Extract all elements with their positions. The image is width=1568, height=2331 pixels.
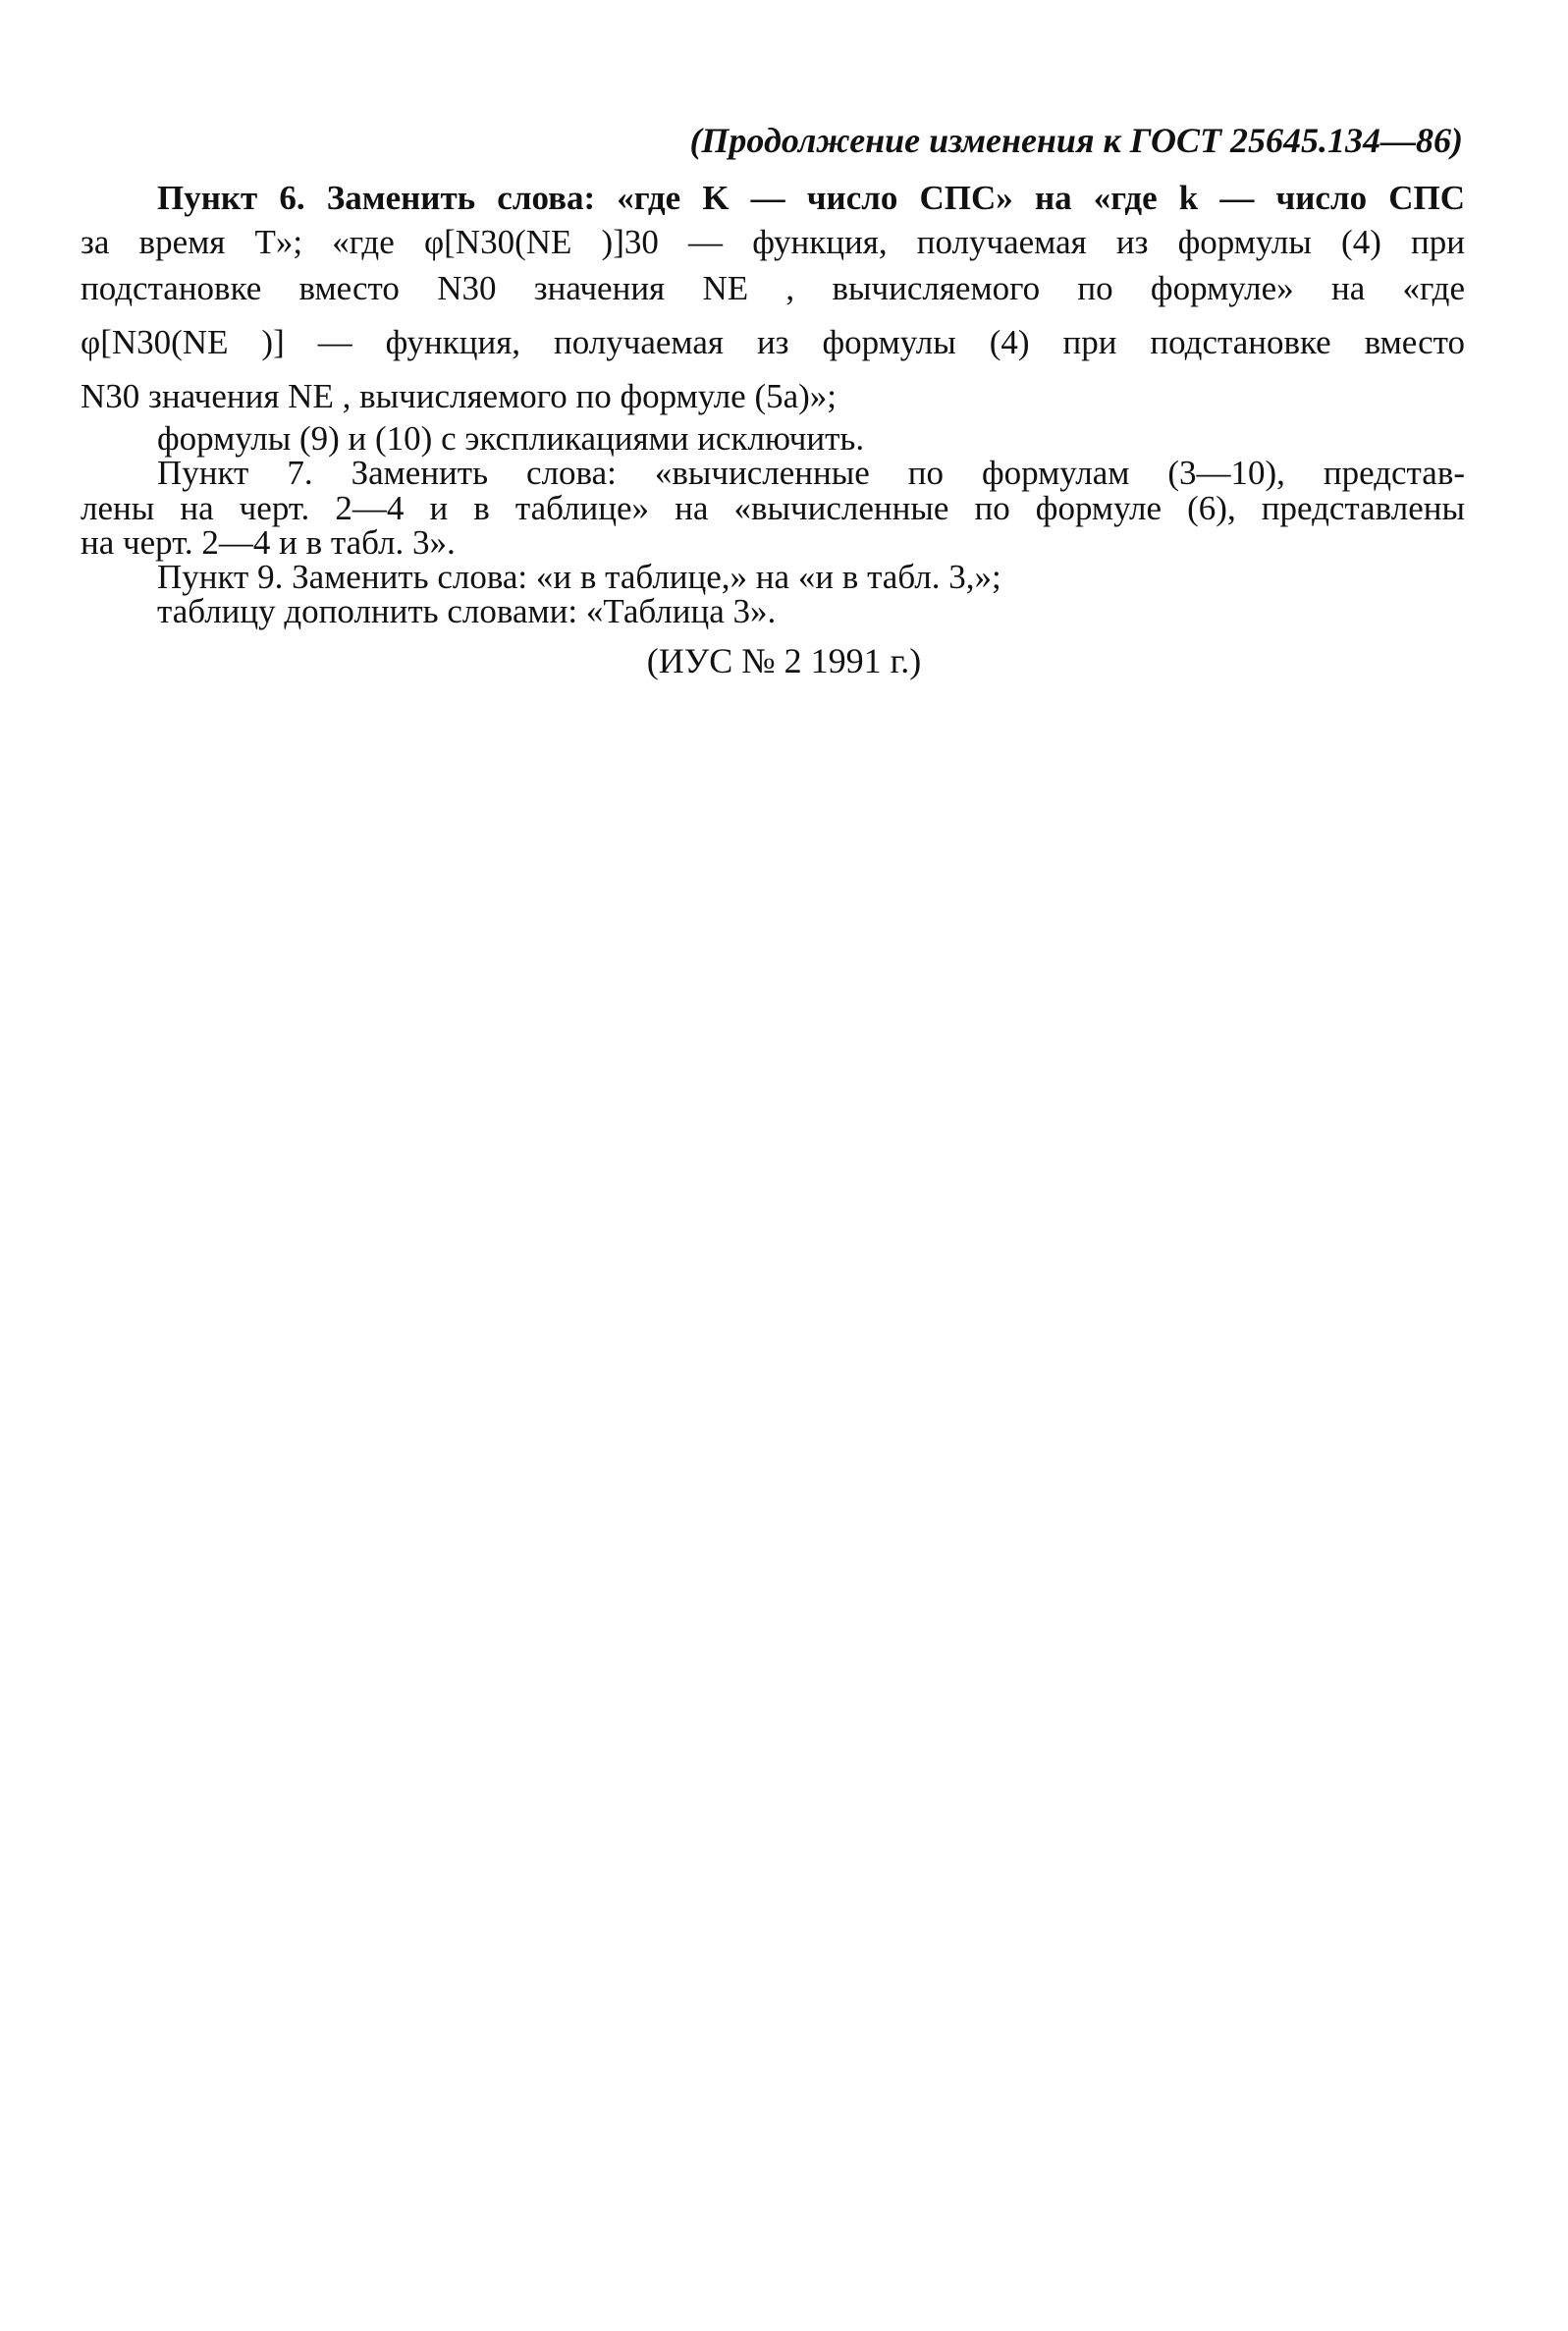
document-footer: (ИУС № 2 1991 г.) [646,641,922,680]
text-line-4: φ[N30(NE )] — функция, получаемая из формулы (4) при подстановке вместо [81,323,1465,361]
text-line-3: подстановке вместо N30 значения NE , вычисляемого по формуле» на «где [81,269,1465,307]
text-line-6: формулы (9) и (10) с экспликациями исключить. [157,419,865,458]
text-line-9: на черт. 2—4 и в табл. 3». [81,523,456,562]
text-line-5: N30 значения NE , вычисляемого по формуле (5а)»; [81,377,838,415]
text-line-1: Пункт 6. Заменить слова: «где K — число СПС» на «где k — число СПС [157,179,1465,217]
text-line-7: Пункт 7. Заменить слова: «вычисленные по формулам (3—10), представ- [157,454,1465,492]
text-line-2: за время T»; «где φ[N30(NE )]30 — функция, получаемая из формулы (4) при [81,223,1465,261]
text-line-10: Пункт 9. Заменить слова: «и в таблице,» на «и в табл. 3,»; [157,558,1001,596]
document-header: (Продолжение изменения к ГОСТ 25645.134—86) [689,121,1463,160]
text-line-8: лены на черт. 2—4 и в таблице» на «вычисленные по формуле (6), представлены [81,489,1465,527]
text-line-11: таблицу дополнить словами: «Таблица 3». [157,592,777,630]
